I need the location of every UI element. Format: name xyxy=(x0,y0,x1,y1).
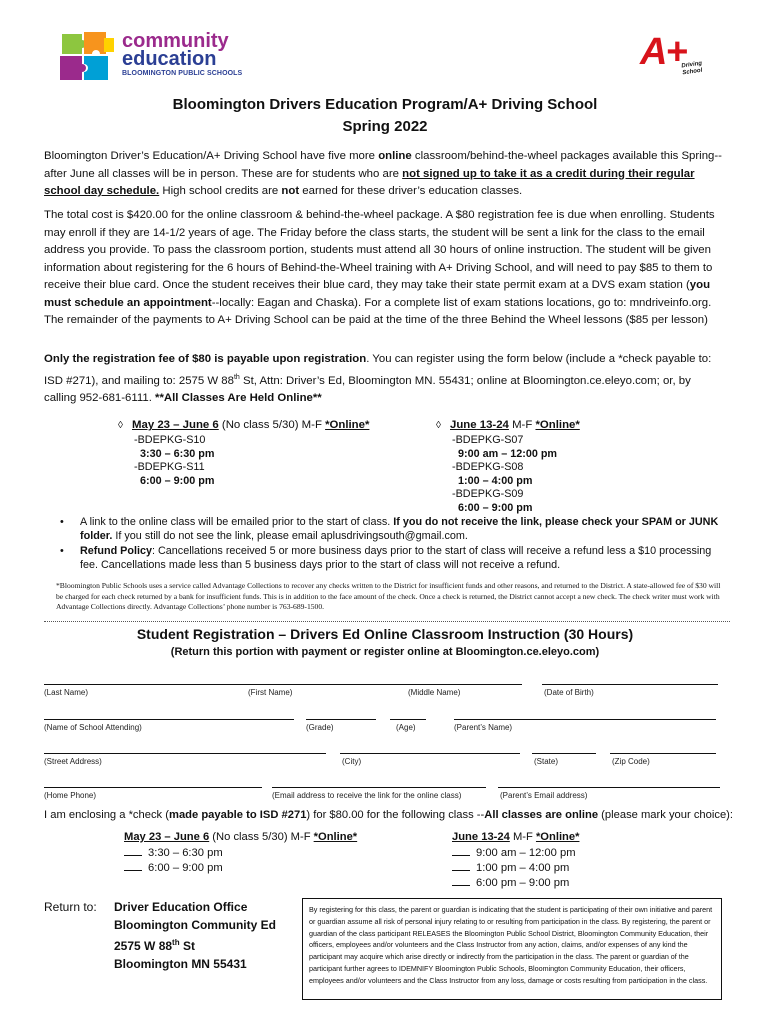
street-label: (Street Address) xyxy=(44,757,102,766)
option-list-june xyxy=(452,830,722,891)
session-code: -BDEPKG-S07 xyxy=(452,434,524,446)
logo-text-driving-school: Driving School xyxy=(681,60,703,77)
session-time: 1:00 – 4:00 pm xyxy=(458,474,533,487)
school-line[interactable] xyxy=(44,719,294,720)
option-row[interactable]: 1:00 pm – 4:00 pm xyxy=(452,861,722,876)
choice-blank[interactable] xyxy=(124,861,142,871)
email-line[interactable] xyxy=(272,787,486,788)
cost-paragraph: The total cost is $420.00 for the online classroom & behind-the-wheel package. A $80 registration fee is due when enrolling. Students may enroll if they are 14-1/2 years of age. The Friday before the class starts, the student will be sent a link for the class to the email address you provide. To pass the classroom portion, students must attend all 30 hours of online instruction. The student will be given information about registering for the 6 hours of Behind-the-Wheel training with A+ Driving School, and will need to pay $85 to them to receive their blue card. Once the student receives their blue card, they may take their state permit exam at a DVS exam station (you must schedule an appointment--locally: Eagan and Chaska). For a complete list of exam stations locations, go to: mndriveinfo.org. The remainder of the payments to A+ Driving School can be paid at the time of the three Behind the Wheel lessons ($85 per lesson) xyxy=(44,209,715,326)
list-item: • A link to the online class will be emailed prior to the start of class. If you do not receive the link, please check your SPAM or JUNK folder. If you still do not see the link, please email aplusdrivingsouth@gmail.com. xyxy=(60,516,719,542)
option-row[interactable]: 6:00 – 9:00 pm xyxy=(124,861,424,876)
liability-disclaimer: By registering for this class, the parent or guardian is indicating that the student is participating of their own initiative and parent or guardian assume all risk of personal injury relating to or resulting from participation in the class. By registering, the parent or guardian of the class participant RELEASES the Bloomington Public School District, Bloomington Community Education, their officers, employees and/or volunteers and the Class Instructor from any action, claims, and/or expenses of any kind the participant may acquire which arise directly or indirectly from the participation in the class. The parent or guardian of the participant further agrees to IDEMNIFY Bloomington Public Schools, Bloomington Community Education, their officers, employees and/or volunteers and the Class Instructor from any loss, damage or costs resulting from participation in the class. xyxy=(302,898,722,1000)
email-label: (Email address to receive the link for the online class) xyxy=(272,791,462,800)
street-line[interactable] xyxy=(44,753,326,754)
name-line[interactable] xyxy=(44,684,522,685)
registration-paragraph: Only the registration fee of $80 is payable upon registration. You can register using the form below (include a *check payable to: ISD #271), and mailing to: 2575 W 88th St, Attn: Driver’s Ed, Bloomington MN. 55431; online at Bloomington.ce.eleyo.com; or, by calling 952-681-6111. **All Classes Are Held Online** xyxy=(44,353,712,404)
option-header: June 13-24 M-F *Online* xyxy=(452,831,580,843)
session-header: ◊ June 13-24 M-F *Online* xyxy=(436,419,580,431)
age-line[interactable] xyxy=(390,719,426,720)
registration-title: Student Registration – Drivers Ed Online Classroom Instruction (30 Hours) xyxy=(136,626,634,642)
logo-text-education: education xyxy=(122,48,217,70)
list-item: • Refund Policy: Cancellations received 5 or more business days prior to the start of class will receive a refund less a $10 processing fee. Cancellations made less than 5 business days prior to the start of class will not receive a refund. xyxy=(60,545,712,571)
zip-line[interactable] xyxy=(610,753,716,754)
parent-name-label: (Parent’s Name) xyxy=(454,723,513,732)
diamond-icon: ◊ xyxy=(118,420,123,431)
first-name-label: (First Name) xyxy=(248,688,293,697)
page-title: Bloomington Drivers Education Program/A+ Driving School xyxy=(172,96,598,113)
cut-line xyxy=(44,621,730,622)
session-list-may xyxy=(118,418,418,488)
community-education-logo xyxy=(58,28,248,84)
school-label: (Name of School Attending) xyxy=(44,723,142,732)
parent-name-line[interactable] xyxy=(454,719,716,720)
state-label: (State) xyxy=(534,757,559,766)
session-time: 9:00 am – 12:00 pm xyxy=(458,447,558,460)
bullet-icon: • xyxy=(60,516,64,528)
option-row[interactable]: 6:00 pm – 9:00 pm xyxy=(452,876,722,891)
choice-blank[interactable] xyxy=(452,876,470,886)
session-list-june xyxy=(436,418,726,515)
return-label: Return to: xyxy=(44,900,97,914)
dob-label: (Date of Birth) xyxy=(544,688,594,697)
choice-blank[interactable] xyxy=(124,846,142,856)
state-line[interactable] xyxy=(532,753,596,754)
city-line[interactable] xyxy=(340,753,520,754)
option-row[interactable]: 3:30 – 6:30 pm xyxy=(124,846,424,861)
grade-label: (Grade) xyxy=(306,723,334,732)
session-code: -BDEPKG-S08 xyxy=(452,461,524,473)
session-time: 3:30 – 6:30 pm xyxy=(140,447,215,460)
logo-text-a-plus: A+ xyxy=(640,31,686,73)
enclosing-statement: I am enclosing a *check (made payable to ISD #271) for $80.00 for the following class --All classes are online (please mark your choice): xyxy=(44,809,734,821)
diamond-icon: ◊ xyxy=(436,420,441,431)
last-name-label: (Last Name) xyxy=(44,688,89,697)
logo-text-bps: BLOOMINGTON PUBLIC SCHOOLS xyxy=(122,70,243,77)
option-list-may xyxy=(124,830,424,876)
a-plus-driving-school-logo xyxy=(636,32,718,80)
session-code: -BDEPKG-S09 xyxy=(452,488,524,500)
registration-subtitle: (Return this portion with payment or register online at Bloomington.ce.eleyo.com) xyxy=(170,646,600,658)
intro-paragraph: Bloomington Driver’s Education/A+ Driving School have five more online classroom/behind-the-wheel packages available this Spring--after June all classes will be in person. These are for students who are not signed up to take it as a credit during their regular school day schedule. High school credits are not earned for these driver’s education classes. xyxy=(44,150,722,197)
session-header: ◊ May 23 – June 6 (No class 5/30) M-F *Online* xyxy=(118,419,370,431)
option-row[interactable]: 9:00 am – 12:00 pm xyxy=(452,846,722,861)
grade-line[interactable] xyxy=(306,719,376,720)
option-header: May 23 – June 6 (No class 5/30) M-F *Online* xyxy=(124,831,358,843)
session-code: -BDEPKG-S10 xyxy=(134,434,206,446)
fine-print: *Bloomington Public Schools uses a service called Advantage Collections to recover any checks written to the District for insufficient funds and other reasons, and returned to the District. A state-allowed fee of $30 will be charged for each check returned by a bank for insufficient funds. This is in addition to the face amount of the check. Once a check is returned, the District cannot accept a new check. The check writer must work with Advantage Collections directly. Advantage Collections’ phone number is 763-689-1500. xyxy=(56,581,721,611)
bullet-icon: • xyxy=(60,545,64,557)
age-label: (Age) xyxy=(396,723,416,732)
logo-text-community: community xyxy=(122,30,229,52)
session-time: 6:00 – 9:00 pm xyxy=(458,501,533,514)
dob-line[interactable] xyxy=(542,684,718,685)
middle-name-label: (Middle Name) xyxy=(408,688,461,697)
parent-email-line[interactable] xyxy=(498,787,720,788)
phone-label: (Home Phone) xyxy=(44,791,97,800)
zip-label: (Zip Code) xyxy=(612,757,650,766)
phone-line[interactable] xyxy=(44,787,262,788)
parent-email-label: (Parent’s Email address) xyxy=(500,791,588,800)
choice-blank[interactable] xyxy=(452,846,470,856)
session-time: 6:00 – 9:00 pm xyxy=(140,474,215,487)
puzzle-icon xyxy=(58,28,118,84)
choice-blank[interactable] xyxy=(452,861,470,871)
page-subtitle: Spring 2022 xyxy=(342,118,428,135)
city-label: (City) xyxy=(342,757,362,766)
notes-list xyxy=(44,516,724,574)
session-code: -BDEPKG-S11 xyxy=(134,461,205,473)
return-address-lines: Driver Education Office Bloomington Community Ed 2575 W 88th St Bloomington MN 55431 xyxy=(114,900,276,971)
